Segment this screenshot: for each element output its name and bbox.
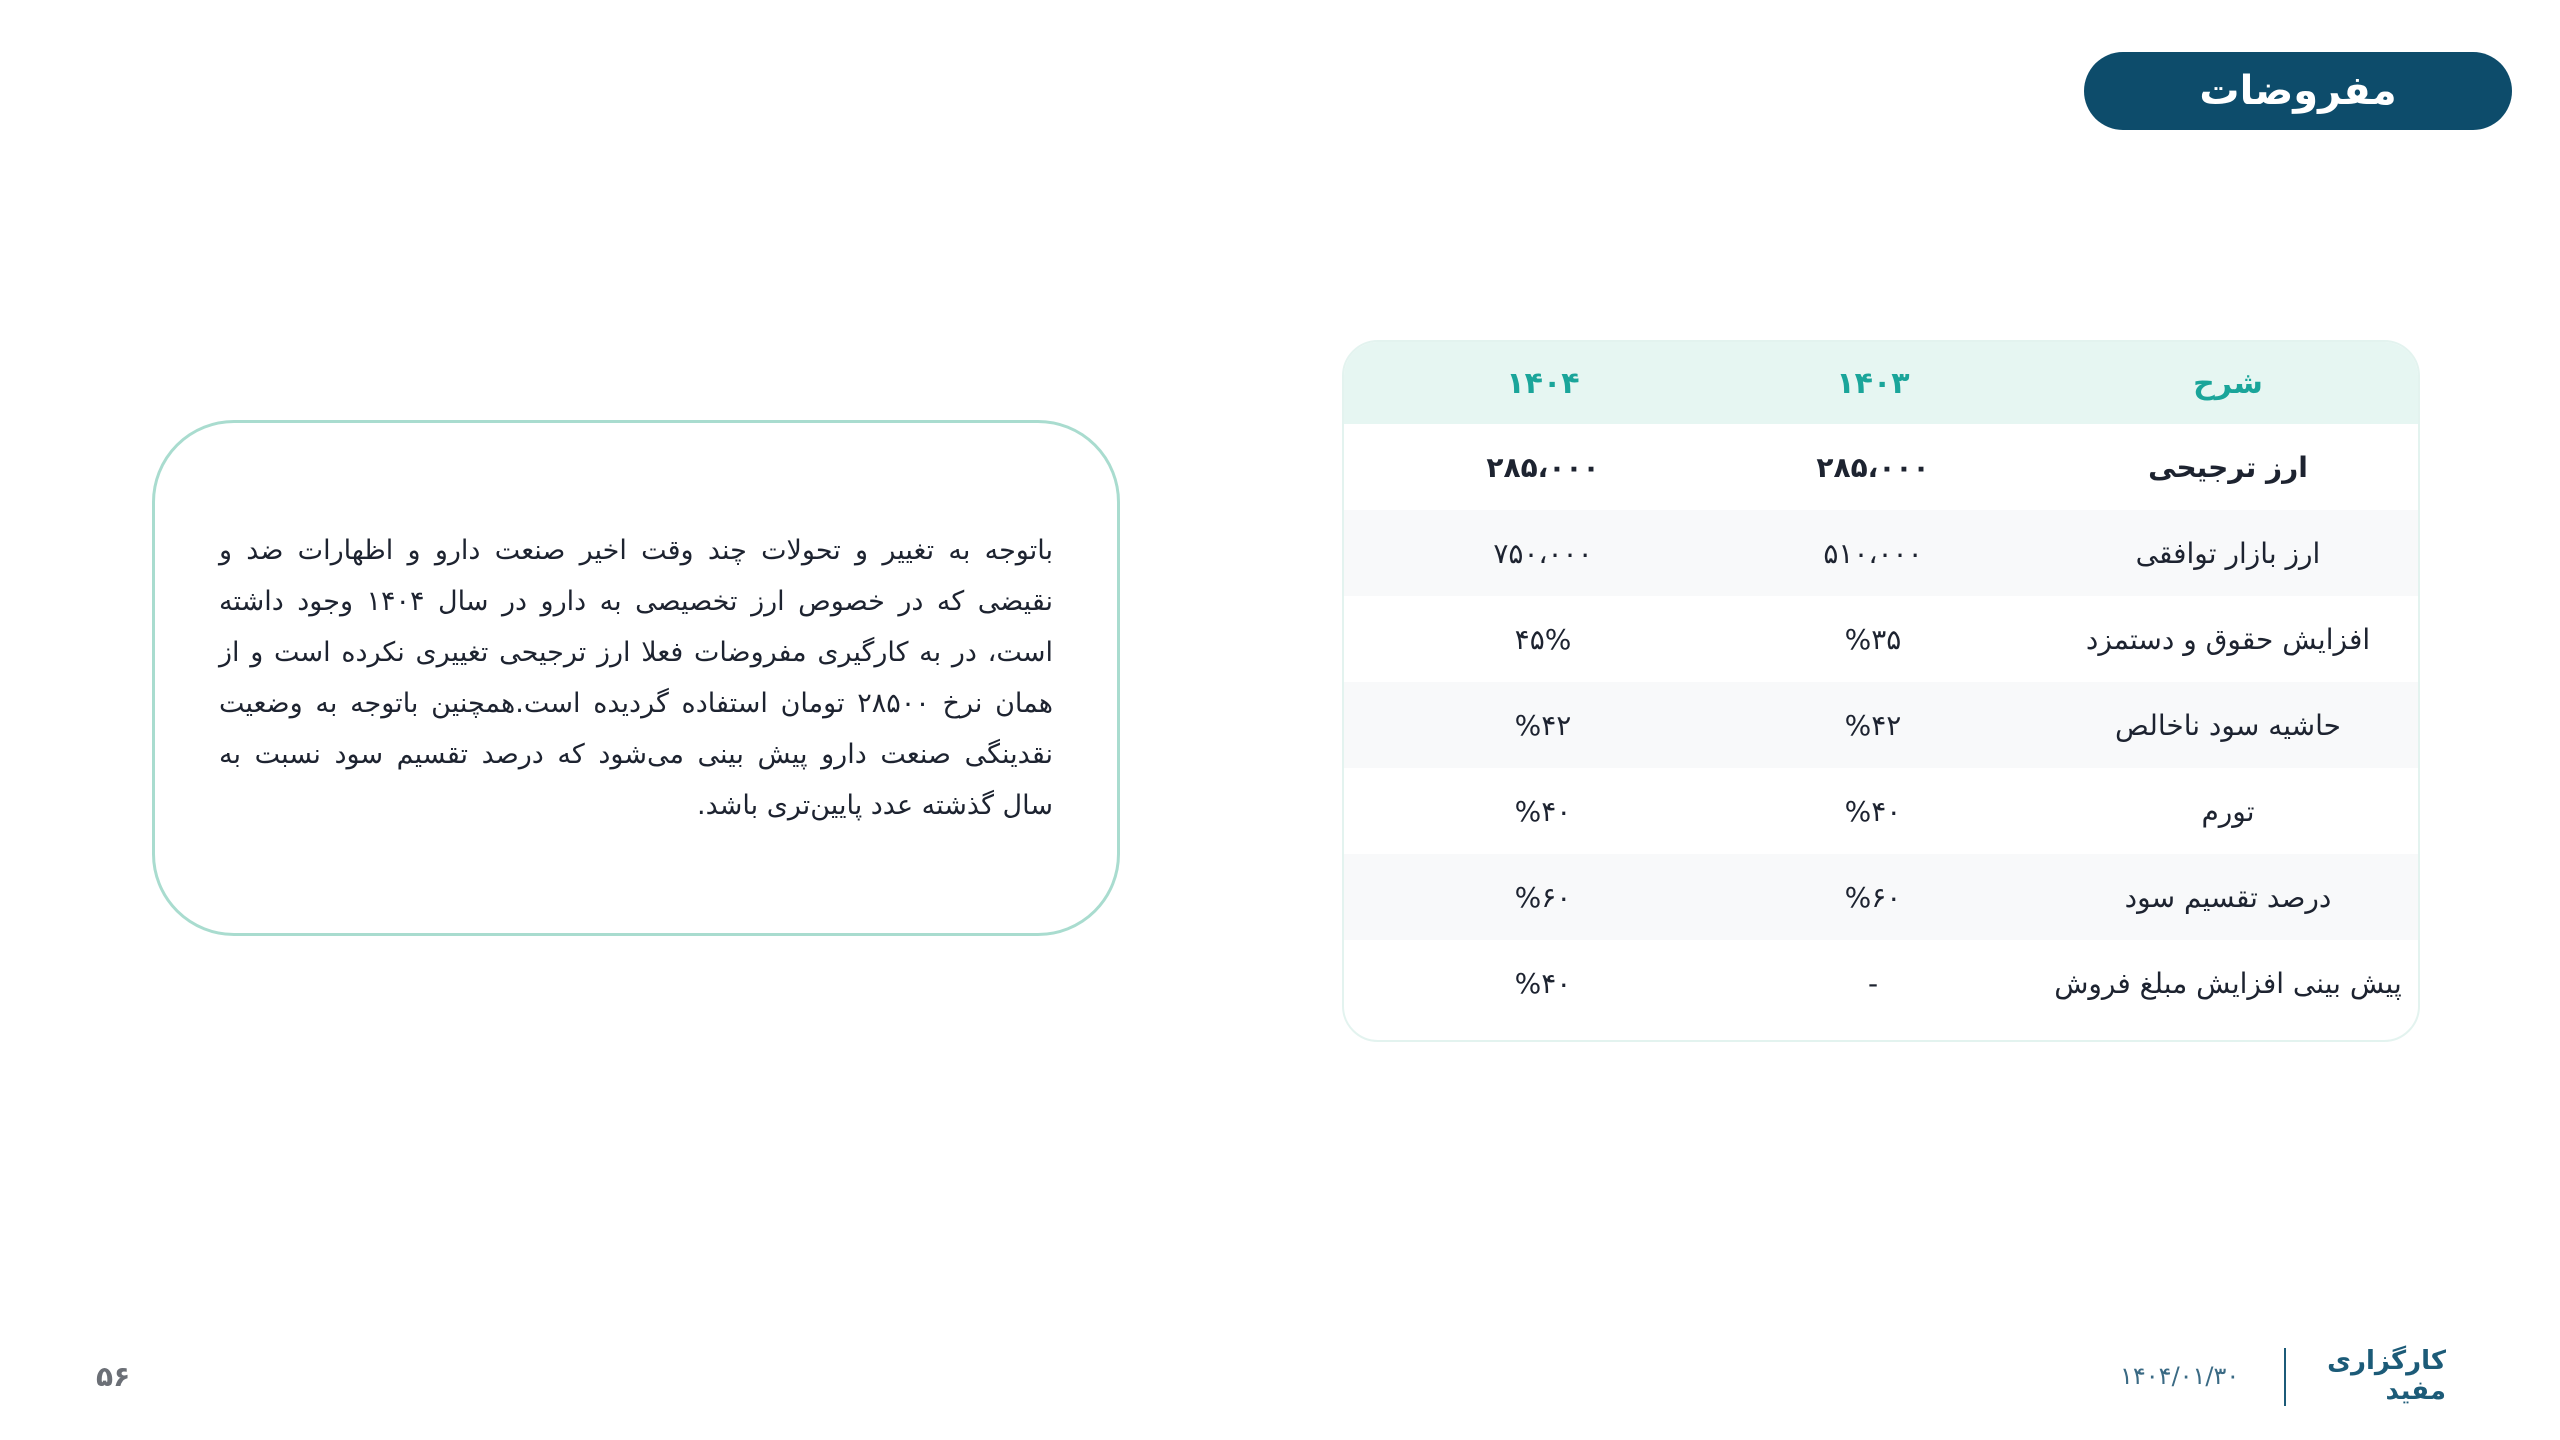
- table-row: [1344, 510, 2418, 596]
- footer-divider: [2284, 1348, 2286, 1406]
- header-description: شرح: [2193, 365, 2263, 401]
- assumptions-note-card: [152, 420, 1120, 936]
- row-value-1404: ۴۵%: [1514, 622, 1572, 656]
- row-value-1403: %۳۵: [1844, 622, 1902, 656]
- table-header-row: [1344, 342, 2418, 424]
- row-value-1404: %۶۰: [1514, 880, 1572, 914]
- table-row: [1344, 596, 2418, 682]
- row-description: حاشیه سود ناخالص: [2115, 708, 2341, 742]
- page-number: ۵۶: [96, 1359, 131, 1393]
- row-description: ارز بازار توافقی: [2135, 536, 2321, 570]
- row-value-1404: %۴۲: [1514, 708, 1572, 742]
- row-description: ارز ترجیحی: [2148, 450, 2308, 484]
- page-title: مفروضات: [2084, 52, 2512, 130]
- row-value-1403: ۲۸۵،۰۰۰: [1816, 450, 1930, 484]
- row-value-1403: %۴۰: [1844, 794, 1902, 828]
- row-value-1403: ۵۱۰،۰۰۰: [1823, 536, 1923, 570]
- footer-date: ۱۴۰۴/۰۱/۳۰: [2120, 1362, 2240, 1390]
- table-row: [1344, 682, 2418, 768]
- row-description: افزایش حقوق و دستمزد: [2085, 622, 2371, 656]
- row-description: درصد تقسیم سود: [2124, 880, 2332, 914]
- assumptions-note-text: باتوجه به تغییر و تحولات چند وقت اخیر صنعت دارو و اظهارات ضد و نقیضی که در خصوص ارز تخصیصی به دارو در سال ۱۴۰۴ وجود داشته است، در به کارگیری مفروضات فعلا ارز ترجیحی تغییری نکرده است و از همان نرخ ۲۸۵۰۰ تومان استفاده گردیده است.همچنین باتوجه به وضعیت نقدینگی صنعت دارو پیش بینی می‌شود که درصد تقسیم سود نسبت به سال گذشته عدد پایین‌تری باشد.: [219, 535, 1053, 821]
- header-year-1404: ۱۴۰۴: [1506, 365, 1580, 401]
- row-value-1403: -: [1867, 966, 1879, 1000]
- table-row: [1344, 940, 2418, 1026]
- header-year-1403: ۱۴۰۳: [1836, 365, 1910, 401]
- row-description: پیش بینی افزایش مبلغ فروش: [2054, 966, 2402, 1000]
- footer-brand-name: کارگزاری مفید: [2327, 1346, 2446, 1406]
- row-value-1404: %۴۰: [1514, 966, 1572, 1000]
- table-row: [1344, 768, 2418, 854]
- row-value-1403: %۶۰: [1844, 880, 1902, 914]
- row-value-1403: %۴۲: [1844, 708, 1902, 742]
- row-value-1404: ۷۵۰،۰۰۰: [1493, 536, 1593, 570]
- table-row: [1344, 854, 2418, 940]
- row-description: تورم: [2201, 794, 2255, 828]
- row-value-1404: %۴۰: [1514, 794, 1572, 828]
- table-row: [1344, 424, 2418, 510]
- assumptions-table: [1342, 340, 2420, 1042]
- row-value-1404: ۲۸۵،۰۰۰: [1486, 450, 1600, 484]
